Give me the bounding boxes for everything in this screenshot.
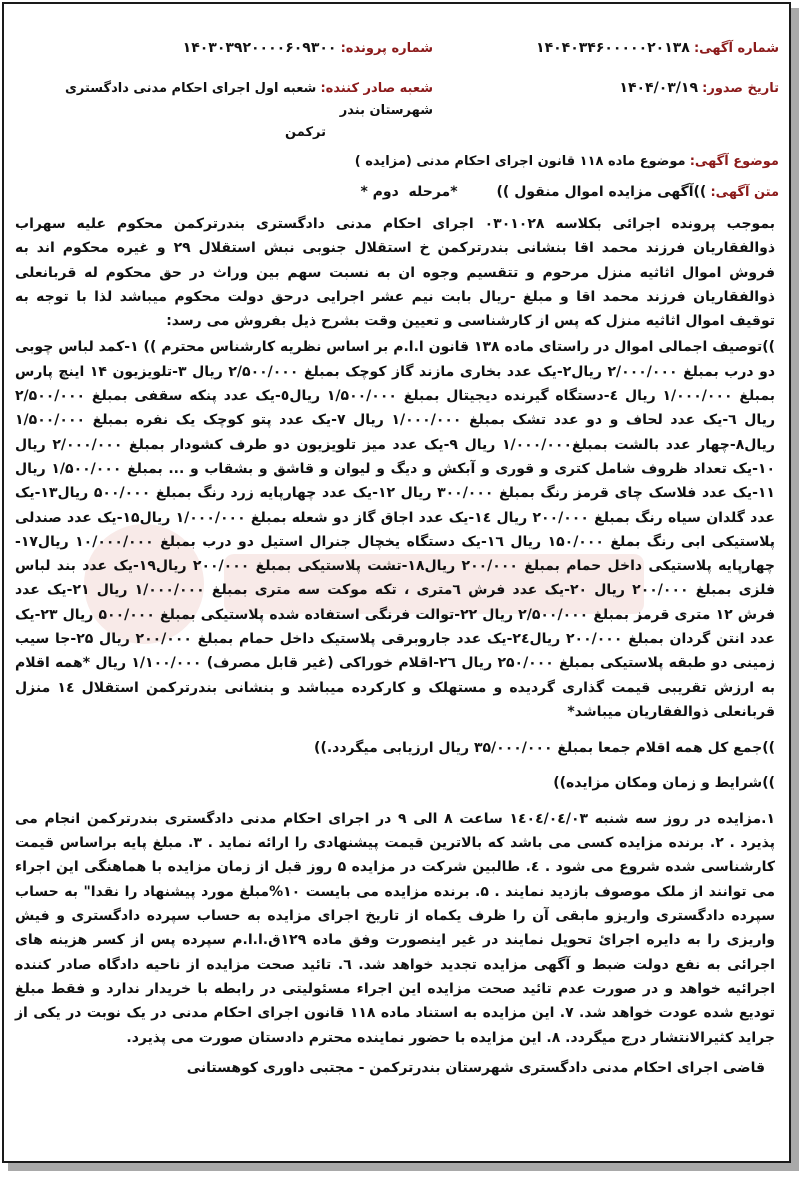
ad-text-row — [360, 184, 779, 200]
intro-paragraph: بموجب پرونده اجرائی بکلاسه ۰۳۰۱۰۲۸ اجرای احکام مدنی دادگستری بندرترکمن محکوم علیه سهراب ذوالفقاریان فرزند محمد اقا بنشانی بندرترکمن خ استقلال جنوبی نبش استقلال ۲۹ و غیره محکوم اند به فروش اموال اثاثیه منزل مرحوم و تتقسیم وجوه ان به نسبت سهم بین وراث در حق محکوم له قربانعلی ذوالفقاریان فرزند محمد اقا و مبلغ -ریال بابت نیم عشر اجرایی درحق دولت محکوم میباشد لذا با توجه به توقیف اموال اثاثیه منزل که پس از کارشناسی و تعیین وقت بشرح ذیل بفروش می رسد: — [15, 216, 775, 330]
issuer-row — [53, 78, 433, 144]
issuer-line-1: شعبه اول اجرای احکام مدنی دادگستری شهرستان بندر — [65, 81, 433, 118]
subject-row — [355, 154, 779, 169]
issue-date-row — [619, 80, 779, 96]
ad-text-title: ))آگهی مزایده اموال منقول )) *مرحله دوم * — [360, 184, 707, 200]
ad-number-label: شماره آگهی: — [693, 41, 779, 56]
issue-date-label: تاریخ صدور: — [702, 81, 779, 96]
items-paragraph: ))توصیف اجمالی اموال در راستای ماده ۱۳۸ قانون ا.ا.م بر اساس نظریه کارشناس محترم )) ۱-کمد لباس چوبی دو درب بمبلغ ۲/۰۰۰/۰۰۰ ریال۲-یک عدد بخاری مازند گاز کوچک بمبلغ ۲/۵۰۰/۰۰۰ ریال ۳-تلویزیون ۱۴ اینچ پارس بمبلغ ۱/۰۰۰/۰۰۰ ریال ٤-دستگاه گیرنده دیجیتال بمبلغ ۱/۵۰۰/۰۰۰ ریال٥-یک عدد پنکه سقفی بمبلغ ۲/۵۰۰/۰۰۰ ریال ٦-یک عدد لحاف و دو عدد تشک بمبلغ ۱/۰۰۰/۰۰۰ ریال ۷-یک عدد پتو کوچک یک نفره بمبلغ ۱/۵۰۰/۰۰۰ ریال۸-چهار عدد بالشت بمبلغ۱/۰۰۰/۰۰۰ ریال ۹-یک عدد میز تلویزیون دو طرف کشودار بمبلغ ۲/۰۰۰/۰۰۰ ریال ۱۰-یک تعداد ظروف شامل کتری و قوری و آبکش و دیگ و لیوان و قاشق و بشقاب و ... بمبلغ ۱/۵۰۰/۰۰۰ ریال ۱۱-یک عدد فلاسک چای قرمز رنگ بمبلغ ۳۰۰/۰۰۰ ریال ۱۲-یک عدد چهارپایه زرد رنگ بمبلغ ۵۰۰/۰۰۰ ریال۱۳-یک عدد گلدان سیاه رنگ بمبلغ ۲۰۰/۰۰۰ ریال ۱٤-یک عدد اجاق گاز دو شعله بمبلغ ۱/۰۰۰/۰۰۰ ریال۱۵-یک عدد صندلی پلاستیکی ابی رنگ بملغ ۱۵۰/۰۰۰ ریال ۱٦-یک دستگاه یخچال جنرال استیل دو درب بمبلغ ۱۰/۰۰۰/۰۰۰ ریال۱۷- چهارپایه پلاستیکی داخل حمام بمبلغ ۲۰۰/۰۰۰ ریال۱۸-تشت پلاستیکی بمبلغ ۲۰۰/۰۰۰ ریال۱۹-یک عدد بند لباس فلزی بمبلغ ۲۰۰/۰۰۰ ریال ۲۰-یک عدد فرش ٦متری ، تکه موکت سه متری بمبلغ ۱/۰۰۰/۰۰۰ ریال ۲۱-یک عدد فرش ۱۲ متری قرمز بمبلغ ۲/۵۰۰/۰۰۰ ریال ۲۲-توالت فرنگی استفاده شده پلاستیکی بمبلغ ۵۰۰/۰۰۰ ریال ۲۳-یک عدد انتن گردان بمبلغ ۲۰۰/۰۰۰ ریال۲٤-یک عدد جاروبرقی پلاستیک داخل حمام بمبلغ ۲۰۰/۰۰۰ ریال ۲۵-جا سیب زمینی دو طبقه پلاستیکی بمبلغ ۲۵۰/۰۰۰ ریال ۲٦-اقلام خوراکی (غیر قابل مصرف) ۱/۱۰۰/۰۰۰ ریال *همه اقلام به ارزش تقریبی قیمت گذاری گردیده و مستهلک و کارکرده میباشد و بنشانی بندرترکمن استقلال ۱٤ منزل قربانعلی ذوالفقاریان میباشد* — [15, 339, 776, 720]
conditions-heading: ))شرایط و زمان ومکان مزایده)) — [553, 774, 775, 791]
ad-number-row — [536, 40, 779, 56]
file-number-value: ۱۴۰۳۰۳۹۲۰۰۰۰۶۰۹۳۰۰ — [182, 40, 337, 56]
issuer-line-2: ترکمن — [285, 125, 326, 140]
issuer-label: شعبه صادر کننده: — [320, 81, 433, 96]
notice-document — [2, 2, 791, 1163]
conditions-paragraph: ۱.مزایده در روز سه شنبه ۱٤۰٤/۰٤/۰۳ ساعت ۸ الی ۹ در اجرای احکام مدنی دادگستری بندرترکمن انجام می پذیرد . ۲. برنده مزایده کسی می باشد که بالاترین قیمت پیشنهادی را ارائه نماید . ۳. مبلغ پایه براساس قیمت کارشناسی شده شروع می شود . ٤. طالبین شرکت در مزایده ۵ روز قبل از زمان مزایده با هماهنگی این اجراء می توانند از ملک موصوف بازدید نمایند . ۵. برنده مزایده می بایست ۱۰%مبلغ مورد پیشنهاد را نقدا" به حساب سپرده دادگستری واریزو مابقی آن را ظرف یکماه از تاریخ اجرای مزایده به حساب سپرده دادگستری و فیش واریزی را به دایره اجرائ تحویل نمایند در غیر اینصورت وفق ماده ۱۲۹ق.ا.ا.م سپرده پس از کسر هزینه های اجرائی به نفع دولت ضبط و آگهی مزایده تجدید خواهد شد. ٦. تائید صحت مزایده از ناحیه دادگاه صادر کننده اجرائیه خواهد و در صورت عدم تائید صحت مزایده این اجراء مسئولیتی در رابطه با خریدار ندارد و فقط مبلغ تودیع شده عودت خواهد شد. ۷. این مزایده به استناد ماده ۱۱۸ قانون اجرای احکام مدنی در یک نوبت در یکی از جراید کثیرالانتشار درج میگردد. ۸. این مزایده با حضور نماینده محترم دادستان صورت می پذیرد. — [15, 810, 776, 1046]
subject-label: موضوع آگهی: — [689, 154, 779, 169]
issue-date-value: ۱۴۰۴/۰۳/۱۹ — [619, 80, 698, 96]
page-shadow-bottom — [8, 1163, 799, 1171]
judge-signoff: قاضی اجرای احکام مدنی دادگستری شهرستان بندرترکمن - مجتبی داوری کوهستانی — [186, 1060, 765, 1076]
ad-number-value: ۱۴۰۴۰۳۴۶۰۰۰۰۰۲۰۱۳۸ — [536, 40, 690, 56]
file-number-label: شماره پرونده: — [340, 41, 433, 56]
total-paragraph: ))جمع کل همه اقلام جمعا بمبلغ ۳۵/۰۰۰/۰۰۰ ریال ارزیابی میگردد.)) — [314, 740, 775, 757]
subject-text: موضوع ماده ۱۱۸ قانون اجرای احکام مدنی (مزایده ) — [354, 154, 686, 169]
notice-body — [15, 212, 775, 1050]
page-shadow-right — [791, 8, 799, 1169]
file-number-row — [183, 40, 433, 56]
ad-text-label: متن آگهی: — [710, 185, 779, 200]
